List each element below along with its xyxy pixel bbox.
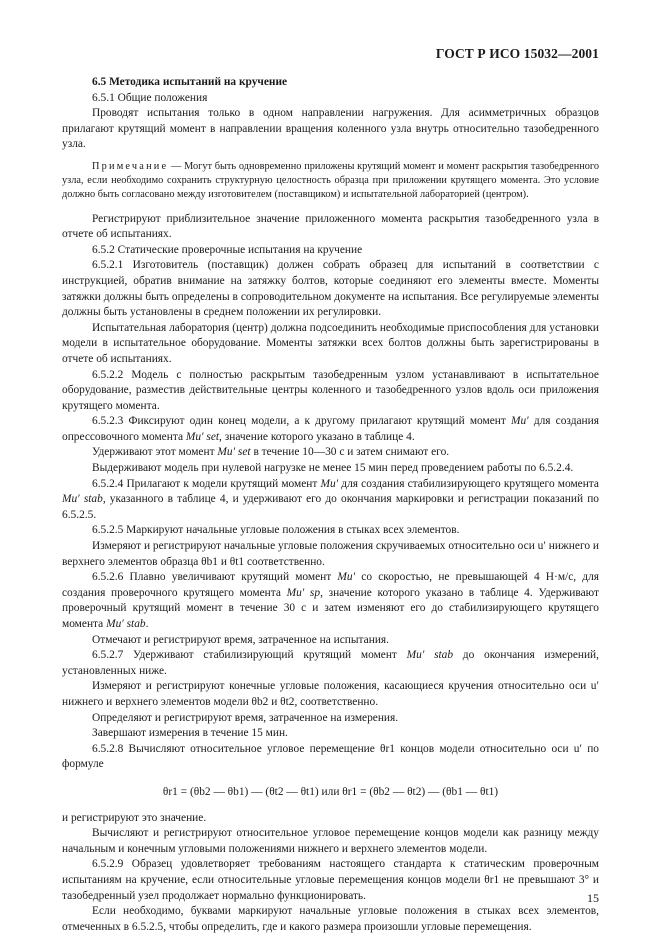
subsection-6-5-1: 6.5.1 Общие положения xyxy=(92,91,208,104)
formula: θr1 = (θb2 — θb1) — (θt2 — θt1) или θr1 = (θb2 — θt2) — (θb1 — θt1) xyxy=(162,785,499,798)
text: для создания опрессовочного момента xyxy=(62,415,599,443)
text: 6.5.2.9 Образец удовлетворяет требованиям настоящего стандарта к статическим проверочным испытаниям на кручение, если относительные угловые перемещения концов модели xyxy=(62,858,599,886)
paragraph xyxy=(62,679,599,710)
document-body xyxy=(62,75,599,935)
symbol-theta-r1: θr1 xyxy=(484,873,500,886)
clause-6-5-2-2: 6.5.2.2 Модель с полностью раскрытым тазобедренным узлом устанавливают в испытательное оборудование, разместив действительные центры коленного и тазобедренного узлов вдоль оси приложения крутящего момента. xyxy=(62,368,599,412)
paragraph: Выдерживают модель при нулевой нагрузке не менее 15 мин перед проведением работы по 6.5.2.4. xyxy=(92,462,574,475)
paragraph: Если необходимо, буквами маркируют начальные угловые положения в стыках всех элементов, отмеченных в 6.5.2.5, чтобы определить, где и какого размера произошли угловые перемещения. xyxy=(62,905,599,933)
symbol-theta-r1: θr1 xyxy=(380,742,395,755)
text: со скоростью, не превышающей 4 Н·м/с, для создания проверочного крутящего момента xyxy=(62,571,599,599)
paragraph xyxy=(62,445,599,461)
text: 6.5.2.3 Фиксируют один конец модели, а к другому прилагают крутящий момент xyxy=(92,415,511,428)
note-label: Примечание xyxy=(92,160,169,172)
text: , значение которого указано в таблице 4. Удерживают проверочный крутящий момент в течение 30 с и затем изменяют его до стабилизирующего крутящего момента xyxy=(62,586,599,631)
symbol-mu: Mu′ xyxy=(320,477,339,490)
text: соответственно. xyxy=(244,555,325,568)
text: 6.5.2.4 Прилагают к модели крутящий момент xyxy=(92,477,321,490)
paragraph: Проводят испытания только в одном направлении нагружения. Для асимметричных образцов прилагают крутящий момент в направлении вращения коленного узла внутрь относительно тазобедренного узла. xyxy=(62,107,599,151)
symbol-theta-b2-t2: θb2 и θt2 xyxy=(251,695,295,708)
text: для создания стабилизирующего крутящего момента xyxy=(338,477,599,490)
paragraph: и регистрируют это значение. xyxy=(62,811,207,824)
text: 6.5.2.8 Вычисляют относительное угловое перемещение xyxy=(92,742,381,755)
text: , значение которого указано в таблице 4. xyxy=(219,430,415,443)
paragraph: Вычисляют и регистрируют относительное угловое перемещение концов модели как разницу между начальным и конечным угловыми положениями нижнего и верхнего элементов модели. xyxy=(62,827,599,855)
symbol-mu-set: Mu′ set xyxy=(217,446,251,459)
paragraph xyxy=(62,539,599,570)
text: не превышают 3° и тазобедренный узел продолжает нормально функционировать. xyxy=(62,873,600,902)
text: 6.5.2.7 Удерживают стабилизирующий крутящий момент xyxy=(92,649,407,662)
clause-6-5-2-6 xyxy=(62,570,599,632)
paragraph: Регистрируют приблизительное значение приложенного момента раскрытия тазобедренного узла в отчете об испытаниях. xyxy=(62,212,599,241)
clause-6-5-2-8 xyxy=(62,742,599,773)
text: 6.5.2.6 Плавно увеличивают крутящий момент xyxy=(92,571,338,584)
standard-header: ГОСТ Р ИСО 15032—2001 xyxy=(435,46,599,61)
text: концов модели относительно оси u′ по формуле xyxy=(62,742,599,771)
clause-6-5-2-4 xyxy=(62,477,599,524)
note xyxy=(62,160,599,203)
text: до окончания измерений, установленных ниже. xyxy=(62,649,600,677)
paragraph: Отмечают и регистрируют время, затраченное на испытания. xyxy=(92,633,390,646)
text: в течение 10—30 с и затем снимают его. xyxy=(250,446,450,459)
clause-6-5-2-5: 6.5.2.5 Маркируют начальные угловые положения в стыках всех элементов. xyxy=(92,524,460,537)
paragraph: Испытательная лаборатория (центр) должна подсоединить необходимые приспособления для установки модели в испытательное оборудование. Моменты затяжки всех болтов должны быть зарегистрированы в отчете об испытаниях. xyxy=(62,321,599,365)
paragraph: Определяют и регистрируют время, затраченное на измерения. xyxy=(92,711,399,724)
clause-6-5-2-1: 6.5.2.1 Изготовитель (поставщик) должен собрать образец для испытаний в соответствии с инструкцией, обратив внимание на затяжку болтов, которые соединяют его элементы вместе. Моменты затяжки должны быть определены в сопроводительном документе на испытания. Все регулируемые элементы должны быть установлены в среднем положении их регулировки. xyxy=(62,259,599,319)
page-number: 15 xyxy=(587,891,599,905)
clause-6-5-2-7 xyxy=(62,648,599,679)
text: Измеряют и регистрируют начальные угловые положения скручиваемых относительно оси u′ нижнего и верхнего элементов образца xyxy=(62,540,599,568)
symbol-mu-stab: Mu′ stab xyxy=(106,618,146,631)
symbol-mu-set: Mu′ set xyxy=(185,430,220,443)
clause-6-5-2-9 xyxy=(62,857,599,904)
symbol-theta-b1-t1: θb1 и θt1 xyxy=(201,555,245,568)
symbol-mu: Mu′ xyxy=(337,571,356,584)
symbol-mu-stab: Mu′ stab xyxy=(406,649,454,662)
text: , указанного в таблице 4, и удерживают его до окончания маркировки и регистрации показаний по 6.5.2.5. xyxy=(62,493,599,521)
symbol-mu: Mu′ xyxy=(511,415,529,428)
clause-6-5-2-3 xyxy=(62,414,599,445)
paragraph: Завершают измерения в течение 15 мин. xyxy=(92,727,288,740)
text: , соответственно. xyxy=(294,695,379,708)
note-text: — Могут быть одновременно приложены крутящий момент и момент раскрытия тазобедренного узла, если необходимо сохранить структурную целостность образца при приложении крутящего момента. Это условие должно быть согласовано между изготовителем (поставщиком) и испытательной лабораторией (центром). xyxy=(62,160,599,201)
section-title: 6.5 Методика испытаний на кручение xyxy=(92,76,288,88)
symbol-mu-sp: Mu′ sp xyxy=(286,586,321,599)
text: Удерживают этот момент xyxy=(92,446,218,459)
subsection-6-5-2: 6.5.2 Статические проверочные испытания на кручение xyxy=(92,243,363,256)
symbol-mu-stab: Mu′ stab xyxy=(62,493,103,506)
text: . xyxy=(145,618,149,631)
text: Измеряют и регистрируют конечные угловые положения, касающиеся кручения относительно оси u′ нижнего и верхнего элементов модели xyxy=(62,680,599,708)
